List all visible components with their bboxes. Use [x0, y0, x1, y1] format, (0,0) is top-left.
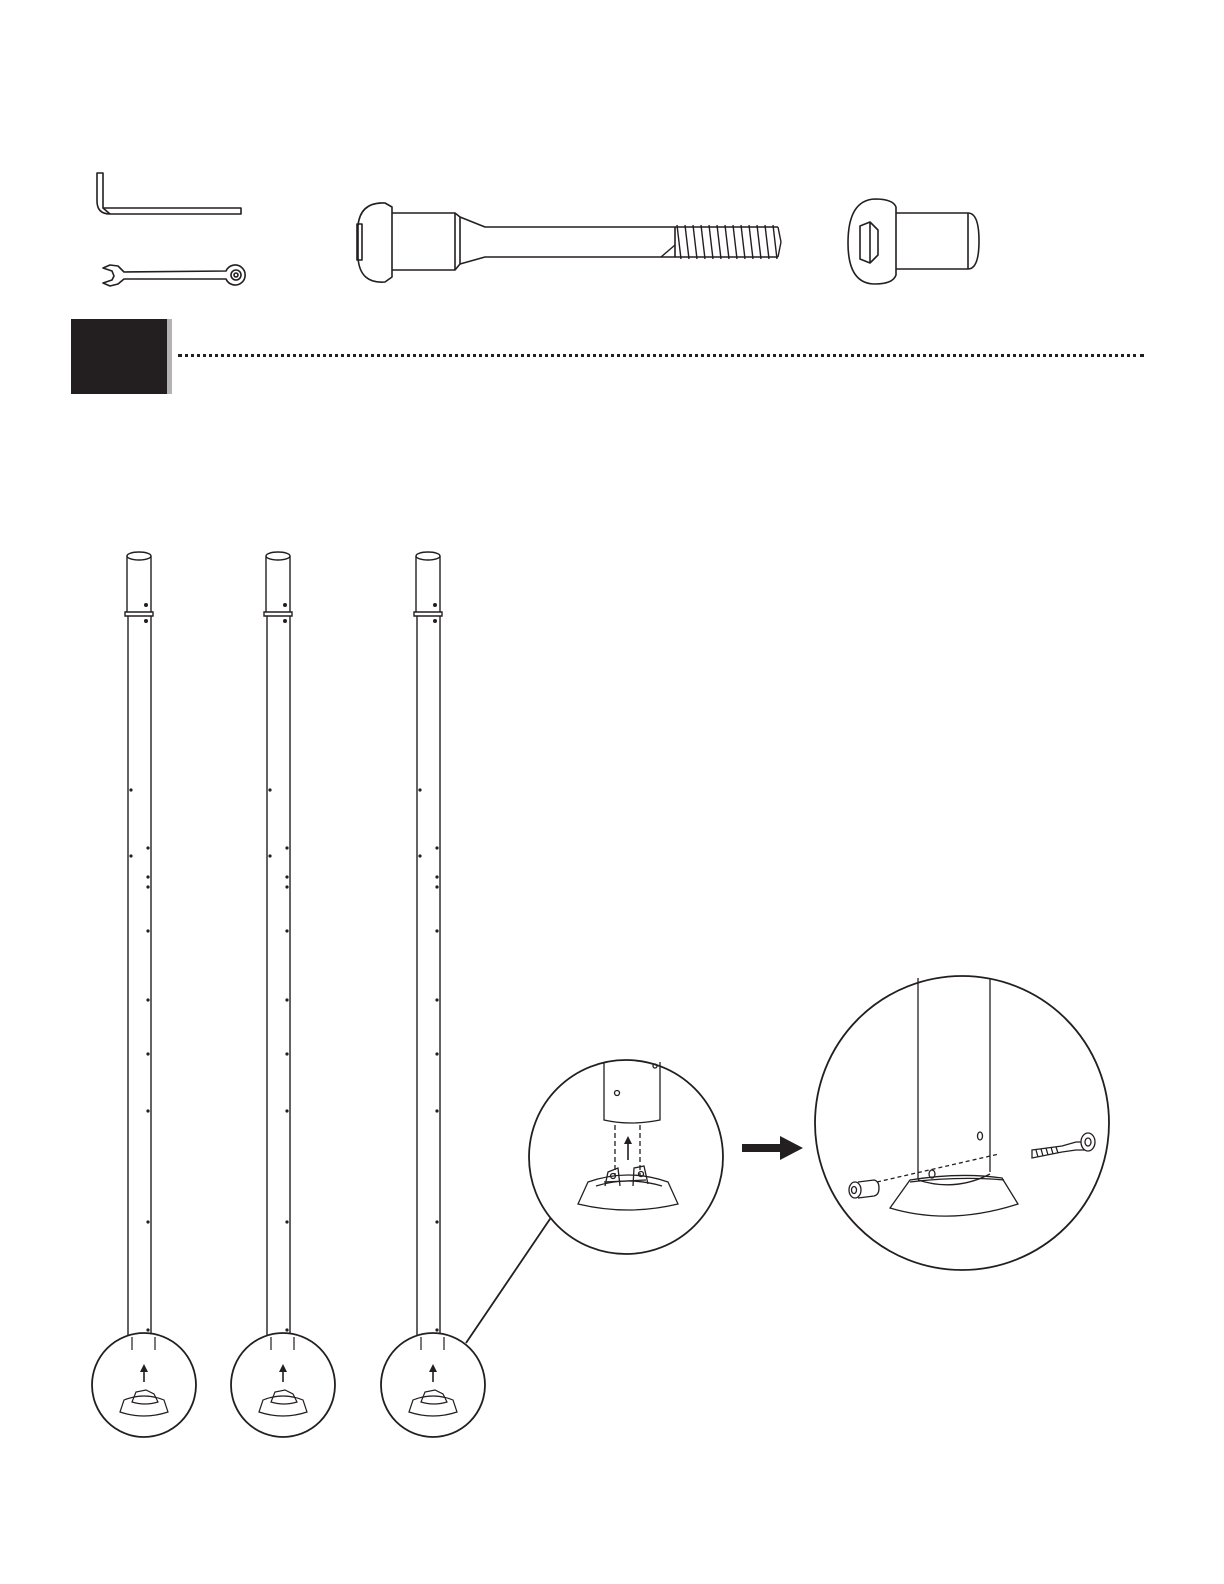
allen-key-icon	[97, 173, 241, 214]
base-detail-1	[92, 1333, 196, 1437]
insert-detail-icon	[529, 1060, 723, 1254]
bolt-icon	[357, 203, 781, 282]
base-detail-3	[381, 1333, 485, 1437]
arrow-right-icon	[742, 1136, 803, 1160]
pole-3	[414, 552, 442, 1360]
pole-group	[125, 552, 442, 1360]
fasten-detail-icon	[815, 976, 1109, 1270]
pole-1	[125, 552, 153, 1360]
barrel-nut-icon	[848, 199, 979, 284]
pole-2	[264, 552, 292, 1360]
detail-leader-line	[466, 1216, 552, 1343]
base-detail-2	[231, 1333, 335, 1437]
wrench-icon	[103, 265, 245, 286]
